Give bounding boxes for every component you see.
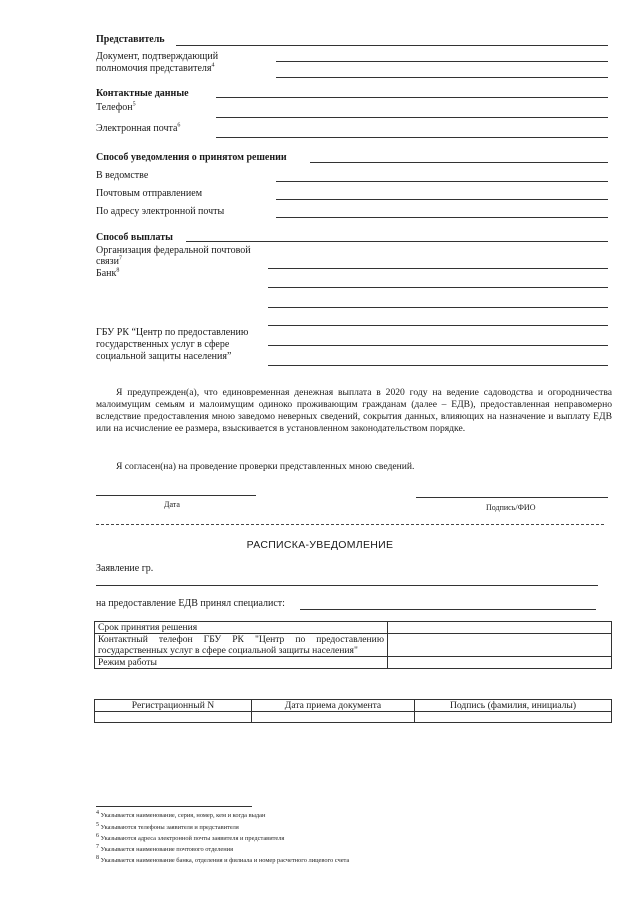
reg-signature-header: Подпись (фамилия, инициалы)	[415, 700, 612, 712]
deadline-value[interactable]	[388, 622, 612, 634]
date-line[interactable]	[96, 495, 256, 496]
notify-opt-post: Почтовым отправлением	[96, 188, 203, 199]
center-label-1: ГБУ РК “Центр по предоставлению	[96, 327, 249, 338]
notify-office-line[interactable]	[276, 181, 608, 182]
hours-label: Режим работы	[95, 657, 388, 669]
footnote-6: $^6$ Указываются адреса электронной почты заявителя и представителя	[96, 832, 285, 842]
proxy-doc-line-1[interactable]	[276, 61, 608, 62]
reg-number-value[interactable]	[95, 712, 252, 723]
warning-paragraph: Я предупрежден(а), что единовременная денежная выплата в 2020 году на ведение садоводства и огородничества малоимущим семьям и малоимущим одиноко проживающим гражданам (далее – ЕДВ), предоставленная неправомерно вследствие предоставления мною заведомо неверных сведений, сокрытия данных, влияющих на назначение и выплату ЕДВ или на исчисление ее размера, взыскивается в установленном законодательством порядке.	[96, 387, 612, 434]
accepted-label: на предоставление ЕДВ принял специалист:	[96, 598, 285, 609]
table-row	[95, 700, 612, 712]
receipt-info-table	[94, 621, 612, 669]
table-row	[95, 712, 612, 723]
notify-post-line[interactable]	[276, 199, 608, 200]
application-label: Заявление гр.	[96, 563, 154, 574]
footnote-separator	[96, 806, 252, 807]
reg-number-header: Регистрационный N	[95, 700, 252, 712]
contacts-line[interactable]	[216, 97, 608, 98]
signature-caption: Подпись/ФИО	[486, 503, 536, 512]
proxy-doc-line-2[interactable]	[276, 77, 608, 78]
phone-line[interactable]	[216, 117, 608, 118]
cut-line	[96, 524, 604, 525]
representative-line[interactable]	[176, 45, 608, 46]
receipt-title: РАСПИСКА-УВЕДОМЛЕНИЕ	[246, 539, 394, 551]
footnote-ref: 5	[132, 101, 136, 108]
center-line-2[interactable]	[268, 345, 608, 346]
bank-label: Банк$^8$	[96, 267, 120, 279]
signature-line[interactable]	[416, 497, 608, 498]
footnote-5: $^5$ Указываются телефоны заявителя и представителя	[96, 821, 239, 831]
notify-opt-office: В ведомстве	[96, 170, 149, 181]
proxy-doc-label-2: полномочия представителя$^4$	[96, 62, 215, 74]
consent-paragraph: Я согласен(на) на проведение проверки представленных мною сведений.	[116, 461, 415, 472]
table-row	[95, 657, 612, 669]
contact-phone-label: Контактный телефон ГБУ РК "Центр по предоставлению государственных услуг в сфере социальной защиты населения"	[95, 634, 388, 657]
phone-label: Телефон$^5$	[96, 101, 136, 113]
notify-opt-email: По адресу электронной почты	[96, 206, 225, 217]
notify-line[interactable]	[310, 162, 608, 163]
footnote-4: $^4$ Указывается наименование, серия, номер, кем и когда выдан	[96, 809, 266, 819]
footnote-ref: 7	[118, 255, 122, 262]
deadline-label: Срок принятия решения	[95, 622, 388, 634]
payment-heading: Способ выплаты	[96, 232, 173, 243]
footnote-ref: 4	[211, 62, 215, 69]
post-org-line[interactable]	[268, 268, 608, 269]
proxy-doc-label-1: Документ, подтверждающий	[96, 51, 219, 62]
footnote-ref: 6	[177, 122, 181, 129]
table-row	[95, 622, 612, 634]
post-org-label-2: связи$^7$	[96, 255, 122, 267]
center-label-3: социальной защиты населения”	[96, 351, 232, 362]
reg-date-value[interactable]	[252, 712, 415, 723]
specialist-line[interactable]	[300, 609, 596, 610]
registration-table	[94, 699, 612, 723]
contact-phone-value[interactable]	[388, 634, 612, 657]
footnote-8: $^8$ Указывается наименование банка, отделения и филиала и номер расчетного лицевого счета	[96, 854, 350, 864]
bank-line-2[interactable]	[268, 307, 608, 308]
center-line-1[interactable]	[268, 325, 608, 326]
payment-line[interactable]	[186, 241, 608, 242]
notify-heading: Способ уведомления о принятом решении	[96, 152, 287, 163]
reg-signature-value[interactable]	[415, 712, 612, 723]
contacts-heading: Контактные данные	[96, 88, 189, 99]
email-label: Электронная почта$^6$	[96, 122, 181, 134]
center-line-3[interactable]	[268, 365, 608, 366]
representative-label: Представитель	[96, 34, 165, 45]
reg-date-header: Дата приема документа	[252, 700, 415, 712]
post-org-label-1: Организация федеральной почтовой	[96, 245, 251, 256]
footnote-7: $^7$ Указывается наименование почтового отделения	[96, 843, 234, 853]
center-label-2: государственных услуг в сфере	[96, 339, 230, 350]
bank-line-1[interactable]	[268, 287, 608, 288]
footnote-ref: 8	[116, 267, 120, 274]
notify-email-line[interactable]	[276, 217, 608, 218]
hours-value[interactable]	[388, 657, 612, 669]
date-caption: Дата	[164, 500, 180, 509]
table-row	[95, 634, 612, 657]
email-line[interactable]	[216, 137, 608, 138]
application-line[interactable]	[96, 585, 598, 586]
